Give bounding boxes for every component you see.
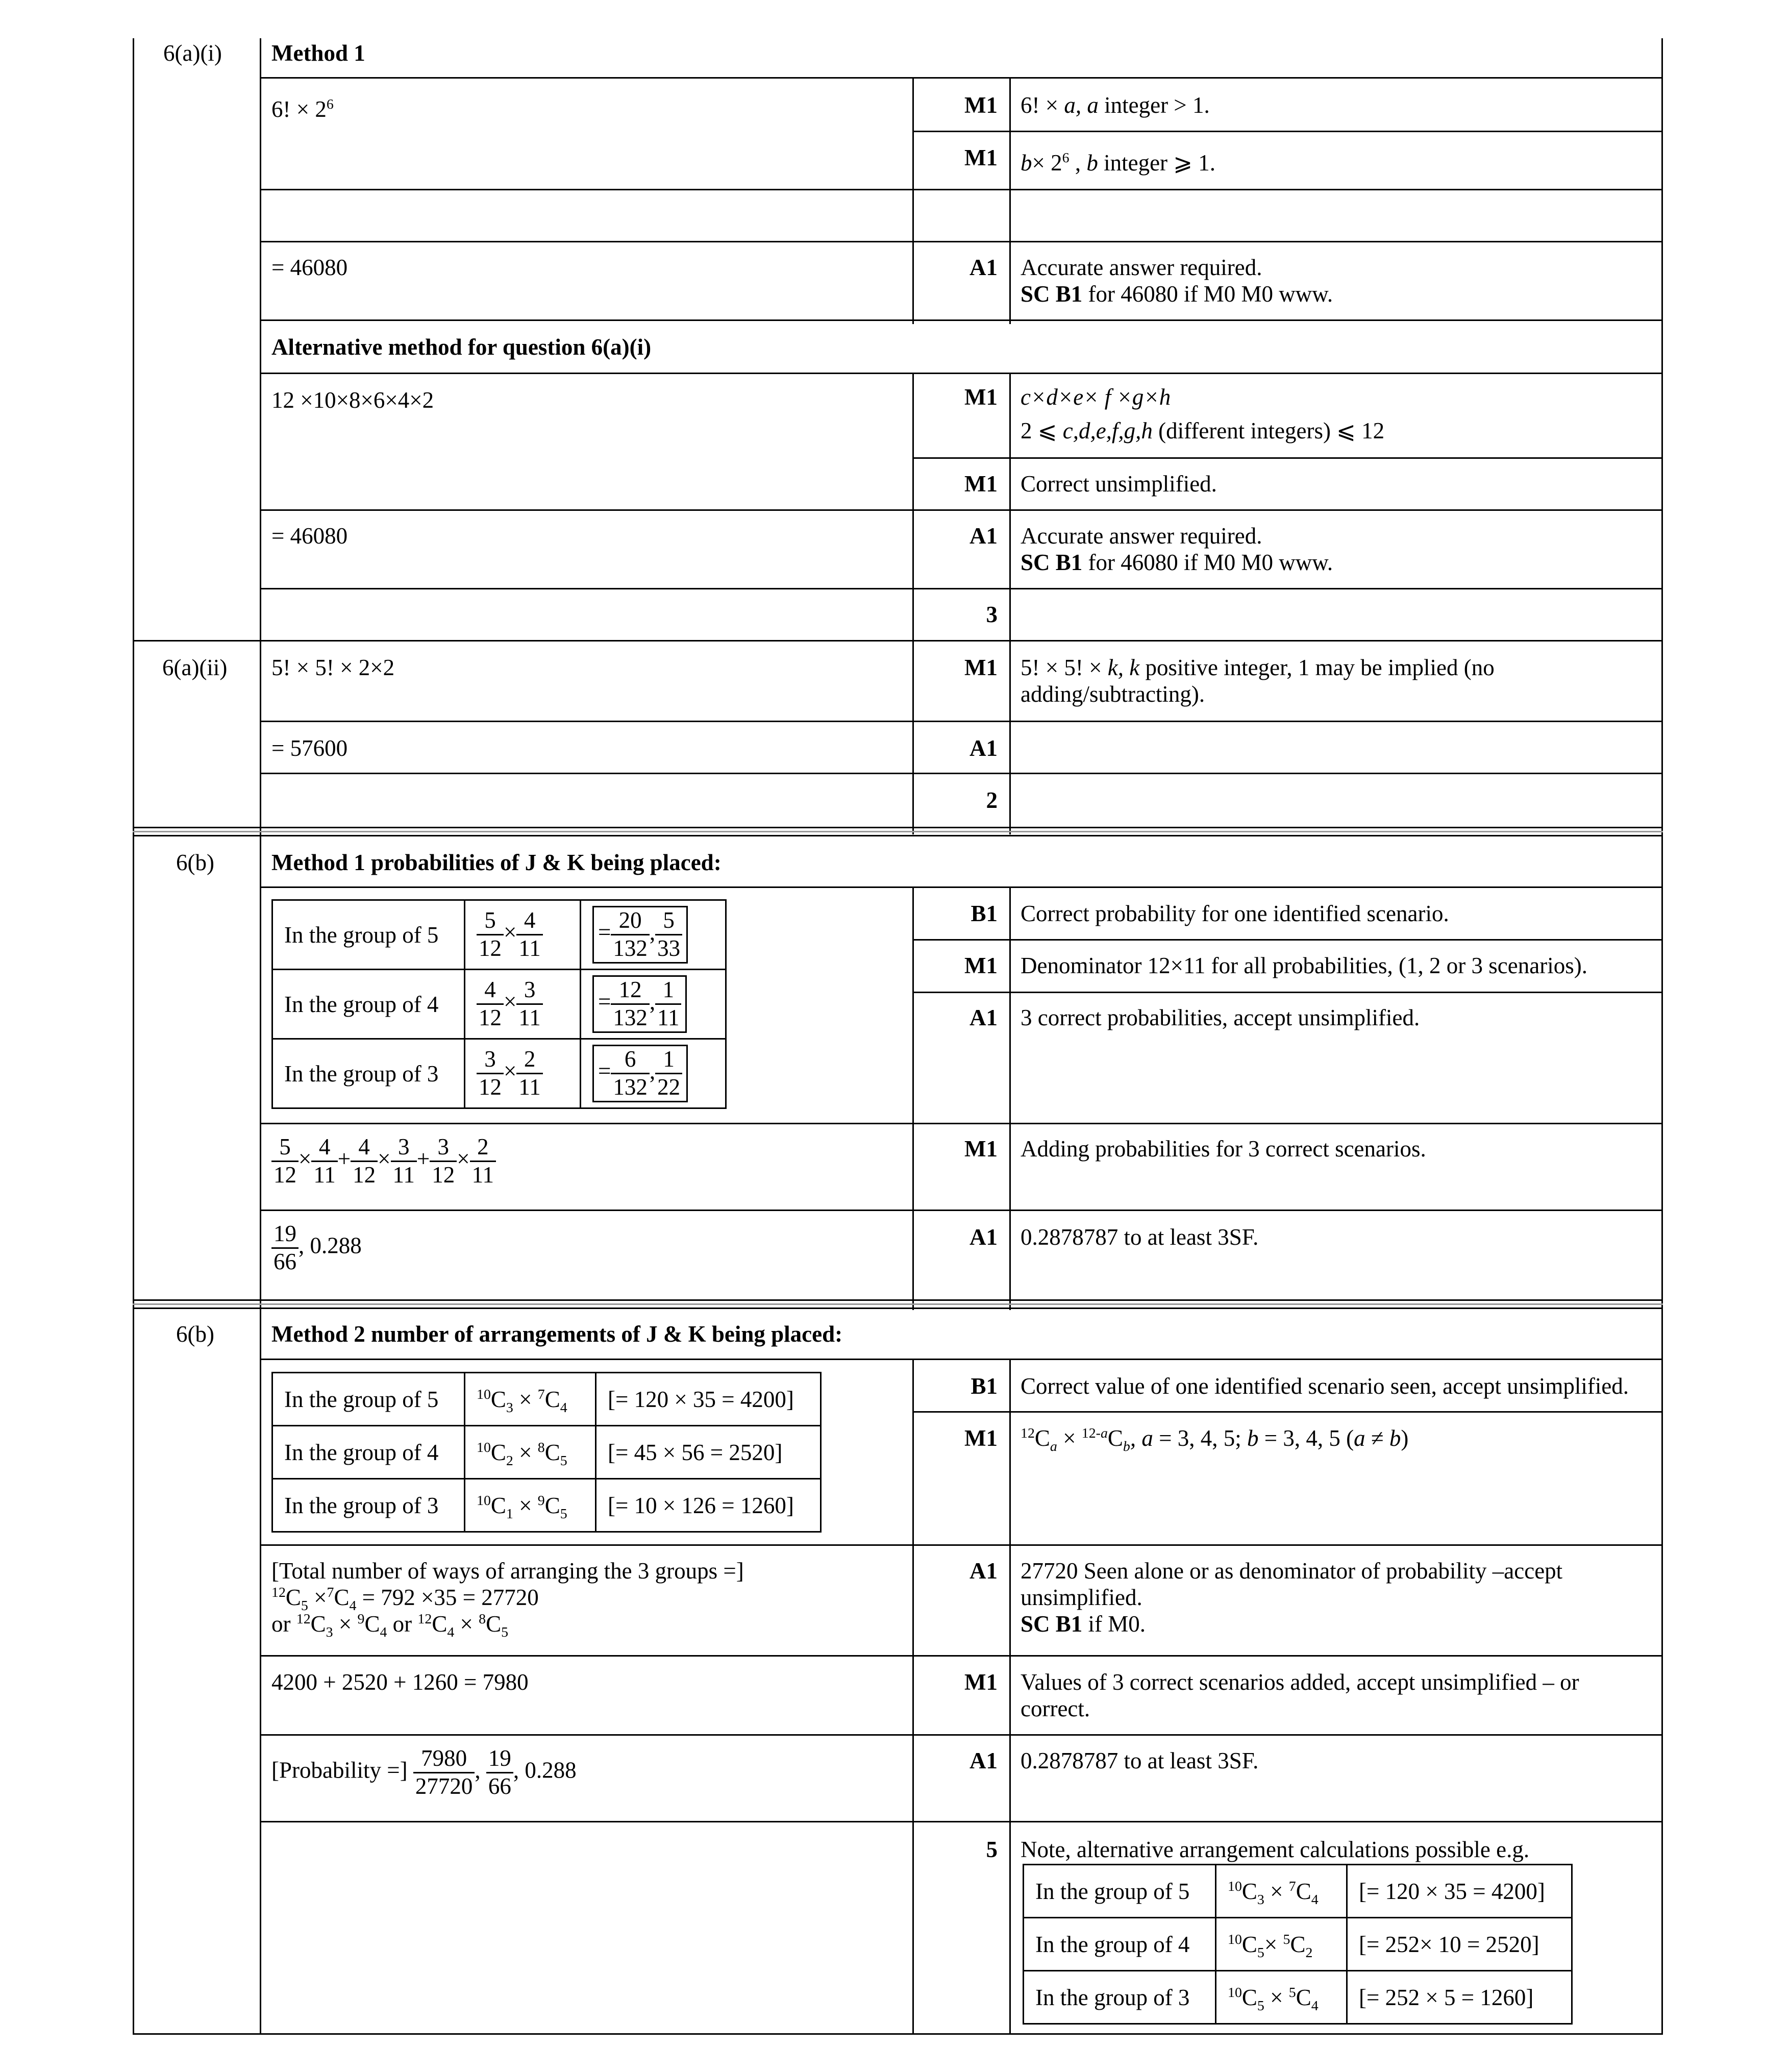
mark-code: A1 [969,1558,998,1584]
mark-code: A1 [969,735,998,761]
denominator: 132 [613,935,648,961]
combination-k: 2 [1305,1944,1313,1961]
answer-value: = 46080 [271,523,348,549]
row-line [260,1359,1663,1360]
separator-line [133,831,1663,832]
row-line [260,241,1663,242]
fraction [655,977,681,1031]
row-line [260,1123,1663,1124]
combination-expression: $^{10}C_2 \times ^8C_5$ [477,1439,567,1469]
guidance-note: 6! × a, a integer > 1. [1021,92,1210,118]
row-line [260,1821,1663,1822]
guidance-note: Values of 3 correct scenarios added, accept unsimplified – or [1021,1669,1579,1695]
fraction [271,1134,299,1189]
combination-expression: $^{10}C_3 \times ^7C_4$ [477,1386,567,1416]
guidance-note: 0.2878787 to at least 3SF. [1021,1748,1259,1773]
row-line [260,721,1663,722]
method-heading: Method 2 number of arrangements of J & K being placed: [271,1321,843,1347]
group-label-cell [272,900,465,970]
scenario-value: [= 252× 10 = 2520] [1359,1931,1539,1957]
row-line [260,77,1663,79]
total-marks: 5 [986,1837,998,1862]
group-label: In the group of 3 [1035,1984,1190,2010]
question-label: 6(a)(i) [163,40,222,66]
row-line [133,1299,1663,1301]
combination-cell [1216,1918,1347,1971]
numerator: 20 [611,907,650,935]
question-label: 6(b) [176,850,214,875]
combination-cell [465,1479,596,1532]
scenario-value: [= 45 × 56 = 2520] [608,1439,783,1465]
mark-code: B1 [971,901,998,926]
guidance-note: 0.2878787 to at least 3SF. [1021,1224,1259,1250]
numerator: 3 [477,1046,504,1074]
denominator: 11 [392,1162,415,1188]
guidance-note: 2 ⩽ c,d,e,f,g,h (different integers) ⩽ 12 [1021,418,1385,443]
table-row [1024,1865,1572,1918]
combination-n: 8 [537,1439,545,1456]
denominator: 22 [657,1074,681,1100]
guidance-note: Correct value of one identified scenario seen, accept unsimplified. [1021,1373,1629,1399]
denominator: 11 [518,1005,541,1030]
group-label: In the group of 4 [1035,1931,1190,1957]
combination-k: 5 [1257,1944,1264,1961]
guidance-note: correct. [1021,1696,1090,1721]
value-cell [596,1373,821,1426]
mark-code: A1 [969,523,998,549]
mark-code: M1 [964,953,998,978]
group-label: In the group of 3 [284,1060,439,1087]
mark-code: M1 [964,471,998,497]
guidance-note: $b\times 2^6$ , b integer ⩾ 1. [1021,150,1215,176]
combination-k: 1 [506,1506,513,1522]
fraction [655,907,682,962]
denominator: 11 [518,1074,541,1100]
denominator: 11 [313,1162,336,1188]
fraction [477,977,504,1031]
bottom-border [133,2033,1663,2035]
combination-k: 4 [1311,1997,1319,2014]
answer-divider [912,1359,914,2034]
marks-divider [1009,373,1011,834]
combination-expression: $^{10}C_5 \times ^5C_4$ [1228,1984,1319,2014]
group-label-cell [272,970,465,1039]
row-line [260,1655,1663,1657]
row-line [260,509,1663,511]
result-cell [581,900,726,970]
guidance-note: $^{12}C_a \times ^{12-a}C_b$, a = 3, 4, 5; b = 3, 4, 5 (a ≠ b) [1021,1425,1409,1454]
row-line [133,1308,1663,1309]
answer-expression: 5! × 5! × 2×2 [271,655,395,680]
combination-k: 2 [506,1452,513,1469]
alternative-arrangements-table [1023,1864,1573,2025]
denominator: 11 [657,1005,680,1030]
row-line [260,1544,1663,1546]
table-row [272,970,726,1039]
value-cell [1347,1918,1572,1971]
mark-code: M1 [964,145,998,170]
denominator: 12 [479,1005,502,1030]
denominator: 132 [613,1005,648,1030]
bracketed-result: = $\frac{12}{132}$ , $\frac{1}{11}$ [592,975,687,1033]
scenario-value: [= 10 × 126 = 1260] [608,1492,794,1518]
combination-n: 10 [477,1386,491,1402]
group-label-cell [272,1373,465,1426]
combination-n: 7 [537,1386,545,1402]
operator: × [1264,1878,1289,1904]
denominator: 12 [274,1162,296,1188]
combination-expression: $^{10}C_1 \times ^9C_5$ [477,1492,567,1522]
mark-code: A1 [969,1005,998,1030]
fraction [516,907,542,962]
row-line [260,886,1663,888]
product-cell: $\frac{3}{12}$ × $\frac{2}{11}$ [465,1039,581,1108]
fraction [470,1134,496,1189]
mark-code: A1 [969,1748,998,1773]
value-cell [596,1426,821,1479]
mark-code: A1 [969,1224,998,1250]
special-case-note: SC B1 for 46080 if M0 M0 www. [1021,281,1333,307]
numerator: 2 [470,1134,496,1162]
row-line [133,640,1663,642]
group-label-cell [1024,1865,1216,1918]
value-cell [1347,1971,1572,2024]
question-label: 6(b) [176,1321,214,1347]
group-label: In the group of 4 [284,991,439,1017]
arrangements-table [271,1372,822,1533]
row-line [133,835,1663,836]
guidance-note: 27720 Seen alone or as denominator of probability –accept [1021,1558,1563,1584]
mark-code: M1 [964,1136,998,1162]
guidance-note: adding/subtracting). [1021,681,1205,707]
mark-code: M1 [964,1425,998,1451]
combination-n: 10 [477,1439,491,1456]
group-label-cell [1024,1918,1216,1971]
group-label-cell [272,1426,465,1479]
combination-n: 10 [1228,1984,1242,2001]
denominator: 12 [353,1162,376,1188]
group-label-cell [272,1039,465,1108]
fraction [477,1046,504,1101]
denominator: 33 [657,935,681,961]
row-line [260,588,1663,589]
combination-k: 5 [560,1452,567,1469]
group-label-cell [272,1479,465,1532]
row-line [912,939,1663,941]
product-cell: $\frac{5}{12}$ × $\frac{4}{11}$ [465,900,581,970]
method-heading: Method 1 probabilities of J & K being placed: [271,850,722,875]
numerator: 4 [351,1134,378,1162]
row-line [260,189,1663,190]
question-label: 6(a)(ii) [162,655,228,680]
numerator: 1 [655,977,681,1005]
group-label: In the group of 5 [1035,1878,1190,1904]
row-line [260,1210,1663,1211]
probability-table [271,899,727,1109]
special-case-note: SC B1 for 46080 if M0 M0 www. [1021,550,1333,575]
group-label: In the group of 5 [284,1386,439,1412]
fraction [655,1046,682,1101]
alternative-method-heading: Alternative method for question 6(a)(i) [271,334,652,360]
combination-k: 3 [506,1399,513,1416]
guidance-note: Correct probability for one identified scenario. [1021,901,1449,926]
group-label: In the group of 3 [284,1492,439,1518]
fraction [391,1134,417,1189]
bracketed-result: = $\frac{6}{132}$ , $\frac{1}{22}$ [592,1045,688,1102]
guidance-note: 3 correct probabilities, accept unsimplified. [1021,1005,1420,1030]
combination-n: 7 [1288,1878,1296,1894]
group-label-cell [1024,1971,1216,2024]
guidance-note: 5! × 5! × k, k positive integer, 1 may be implied (no [1021,655,1495,680]
answer-expression: 6! × $2^6$ [271,96,334,122]
combination-expression: $^{10}C_5\times ^5C_2$ [1228,1931,1313,1961]
marks-divider [1009,77,1011,324]
combination-n: 10 [1228,1931,1242,1947]
total-marks: 3 [986,602,998,627]
answer-value: = 46080 [271,255,348,280]
numerator: 5 [655,907,682,935]
answer-value: = 57600 [271,735,348,761]
total-ways-label: [Total number of ways of arranging the 3 groups =] [271,1558,744,1584]
method-heading: Method 1 [271,40,365,66]
result-cell [581,1039,726,1108]
marks-divider [1009,886,1011,1310]
denominator: 12 [479,935,502,961]
table-row [1024,1971,1572,2024]
numerator: 5 [271,1134,299,1162]
table-row [272,900,726,970]
numerator: 3 [430,1134,457,1162]
scenario-value: [= 252 × 5 = 1260] [1359,1984,1534,2010]
denominator: 132 [613,1074,648,1100]
scenario-value: [= 120 × 35 = 4200] [608,1386,794,1412]
fraction [477,907,504,962]
numerator: 12 [611,977,650,1005]
alternative-note: Note, alternative arrangement calculations possible e.g. [1021,1837,1530,1862]
answer-expression: 12 ×10×8×6×4×2 [271,387,434,413]
group-label: In the group of 4 [284,1439,439,1465]
combination-cell [1216,1865,1347,1918]
combination-n: 9 [537,1492,545,1509]
numerator: 6 [611,1046,650,1074]
final-probability: [Probability =] $\frac{7980}{27720}$ , $\frac{19}{66}$ , 0.288 [271,1745,577,1799]
fraction [611,907,650,962]
value-cell [1347,1865,1572,1918]
marks-divider [1009,1359,1011,2034]
table-row [272,1373,821,1426]
numerator: 4 [311,1134,337,1162]
guidance-note: c×d×e× f ×g×h [1021,384,1171,410]
table-row [1024,1918,1572,1971]
guidance-note: unsimplified. [1021,1585,1142,1610]
denominator: 12 [432,1162,455,1188]
row-line [260,1734,1663,1736]
fraction [311,1134,337,1189]
sum-of-products-expression: $\frac{5}{12}$ × $\frac{4}{11}$ + $\frac{4}{12}$ × $\frac{3}{11}$ + $\frac{3}{12}$ × $\frac{2}{11}$ [271,1134,496,1189]
special-case-note: SC B1 if M0. [1021,1611,1146,1637]
numerator: 4 [516,907,542,935]
denominator: 11 [518,935,541,961]
numerator: 3 [516,977,542,1005]
guidance-note: Correct unsimplified. [1021,471,1217,497]
operator: × [1264,1984,1289,2010]
combination-k: 3 [1257,1891,1264,1908]
guidance-note: Accurate answer required. [1021,255,1262,280]
numerator: 1 [655,1046,682,1074]
fraction [516,1046,542,1101]
left-border [133,38,134,2034]
numerator: 4 [477,977,504,1005]
guidance-note: Denominator 12×11 for all probabilities, (1, 2 or 3 scenarios). [1021,953,1587,978]
combination-k: 4 [560,1399,567,1416]
row-line [133,827,1663,828]
combination-cell [465,1373,596,1426]
total-marks: 2 [986,787,998,813]
combination-k: 5 [1257,1997,1264,2014]
combination-n: 5 [1288,1984,1296,2001]
fraction [351,1134,378,1189]
combination-k: 4 [1311,1891,1319,1908]
group-label: In the group of 5 [284,922,439,948]
fraction [430,1134,457,1189]
combination-k: 5 [560,1506,567,1522]
row-line [260,773,1663,774]
bracketed-result: = $\frac{20}{132}$ , $\frac{5}{33}$ [592,906,688,964]
mark-code: M1 [964,384,998,410]
fraction [611,1046,650,1101]
combination-cell [1216,1971,1347,2024]
total-ways-calculation: $^{12}C_5 \times^7C_4 = 792 \times 35 = 27720$ [271,1585,539,1614]
scenario-value: [= 120 × 35 = 4200] [1359,1878,1545,1904]
row-line [260,373,1663,374]
numerator: 3 [391,1134,417,1162]
denominator: 12 [479,1074,502,1100]
denominator: 11 [471,1162,494,1188]
mark-code: B1 [971,1373,998,1399]
fraction [516,977,542,1031]
row-line [912,1411,1663,1413]
numerator: 2 [516,1046,542,1074]
table-row [272,1479,821,1532]
mark-code: M1 [964,655,998,680]
sum-expression: 4200 + 2520 + 1260 = 7980 [271,1669,529,1695]
value-cell [596,1479,821,1532]
combination-n: 10 [477,1492,491,1509]
guidance-note: Accurate answer required. [1021,523,1262,549]
table-row [272,1039,726,1108]
total-ways-alternatives: or $^{12}C_3 \times ^9C_4$ or $^{12}C_4 \times ^8C_5$ [271,1611,509,1640]
table-row [272,1426,821,1479]
combination-n: 10 [1228,1878,1242,1894]
mark-code: A1 [969,255,998,280]
combination-expression: $^{10}C_3 \times ^7C_4$ [1228,1878,1319,1908]
result-cell [581,970,726,1039]
row-line [260,319,1663,321]
numerator: 5 [477,907,504,935]
row-line [912,131,1663,132]
guidance-note: Adding probabilities for 3 correct scenarios. [1021,1136,1426,1162]
product-cell: $\frac{4}{12}$ × $\frac{3}{11}$ [465,970,581,1039]
separator-line [133,1303,1663,1305]
operator: × [1264,1931,1283,1957]
combination-n: 5 [1283,1931,1290,1947]
row-line [912,457,1663,459]
fraction [611,977,650,1031]
mark-code: M1 [964,1669,998,1695]
mark-code: M1 [964,92,998,118]
final-probability: $\frac{19}{66}$ , 0.288 [271,1221,362,1275]
combination-cell [465,1426,596,1479]
row-line [912,992,1663,993]
